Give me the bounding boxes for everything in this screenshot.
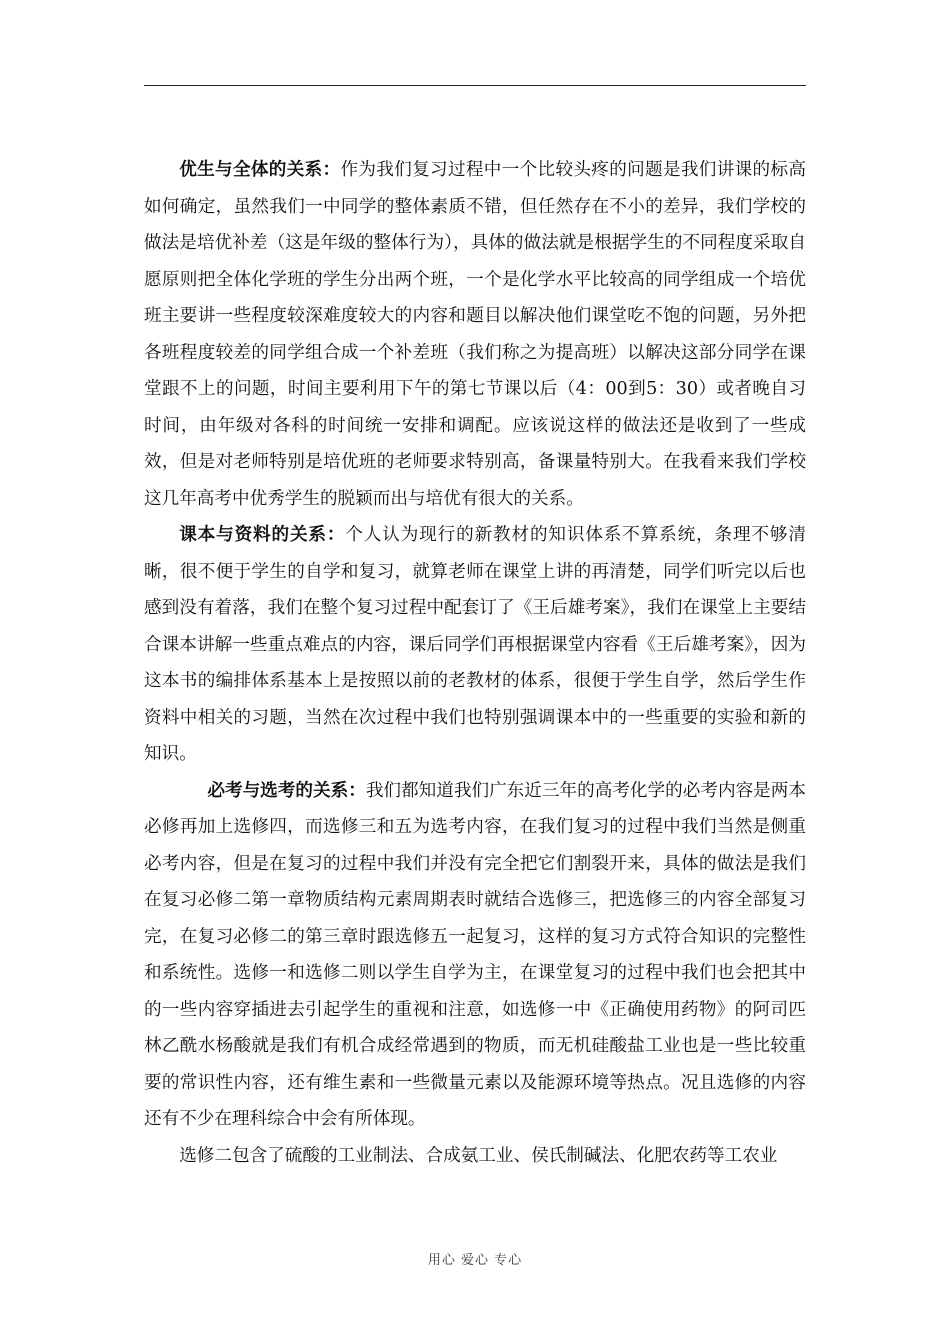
paragraph-heading: 必考与选考的关系： [207,779,366,801]
paragraph-required-elective [144,773,806,1138]
paragraph-heading: 课本与资料的关系： [179,524,346,545]
paragraph-text: 个人认为现行的新教材的知识体系不算系统，条理不够清晰，很不便于学生的自学和复习，就算老师在课堂上讲的再清楚，同学们听完以后也感到没有着落，我们在整个复习过程中配套订了《王后雄考案》，我们在课堂上主要结合课本讲解一些重点难点的内容，课后同学们再根据课堂内容看《王后雄考案》，因为这本书的编排体系基本上是按照以前的老教材的体系，很便于学生自学，然后学生作资料中相关的习题，当然在次过程中我们也特别强调课本中的一些重要的实验和新的知识。 [144,525,806,764]
paragraph-top-students [144,152,806,517]
paragraph-text: 我们都知道我们广东近三年的高考化学的必考内容是两本必修再加上选修四，而选修三和五为选考内容，在我们复习的过程中我们当然是侧重必考内容，但是在复习的过程中我们并没有完全把它们割裂开来，具体的做法是我们在复习必修二第一章物质结构元素周期表时就结合选修三，把选修三的内容全部复习完，在复习必修二的第三章时跟选修五一起复习，这样的复习方式符合知识的完整性和系统性。选修一和选修二则以学生自学为主，在课堂复习的过程中我们也会把其中的一些内容穿插进去引起学生的重视和注意，如选修一中《正确使用药物》的阿司匹林乙酰水杨酸就是我们有机合成经常遇到的物质，而无机硅酸盐工业也是一些比较重要的常识性内容，还有维生素和一些微量元素以及能源环境等热点。况且选修的内容还有不少在理科综合中会有所体现。 [144,780,806,1129]
header-rule [144,85,806,86]
page-footer: 用心 爱心 专心 [427,1253,523,1268]
document-body [144,152,806,1174]
paragraph-heading: 优生与全体的关系： [179,159,341,180]
paragraph-text: 作为我们复习过程中一个比较头疼的问题是我们讲课的标高如何确定，虽然我们一中同学的整体素质不错，但任然存在不小的差异，我们学校的做法是培优补差（这是年级的整体行为），具体的做法就是根据学生的不同程度采取自愿原则把全体化学班的学生分出两个班，一个是化学水平比较高的同学组成一个培优班主要讲一些程度较深难度较大的内容和题目以解决他们课堂吃不饱的问题，另外把各班程度较差的同学组合成一个补差班（我们称之为提高班）以解决这部分同学在课堂跟不上的问题，时间主要利用下午的第七节课以后（4：00到5：30）或者晚自习时间，由年级对各科的时间统一安排和调配。应该说这样的做法还是收到了一些成效，但是对老师特别是培优班的老师要求特别高，备课量特别大。在我看来我们学校这几年高考中优秀学生的脱颖而出与培优有很大的关系。 [144,160,806,509]
paragraph-text: 选修二包含了硫酸的工业制法、合成氨工业、侯氏制碱法、化肥农药等工农业 [179,1145,778,1166]
paragraph-textbook-materials [144,517,806,773]
paragraph-elective-two [144,1138,806,1175]
